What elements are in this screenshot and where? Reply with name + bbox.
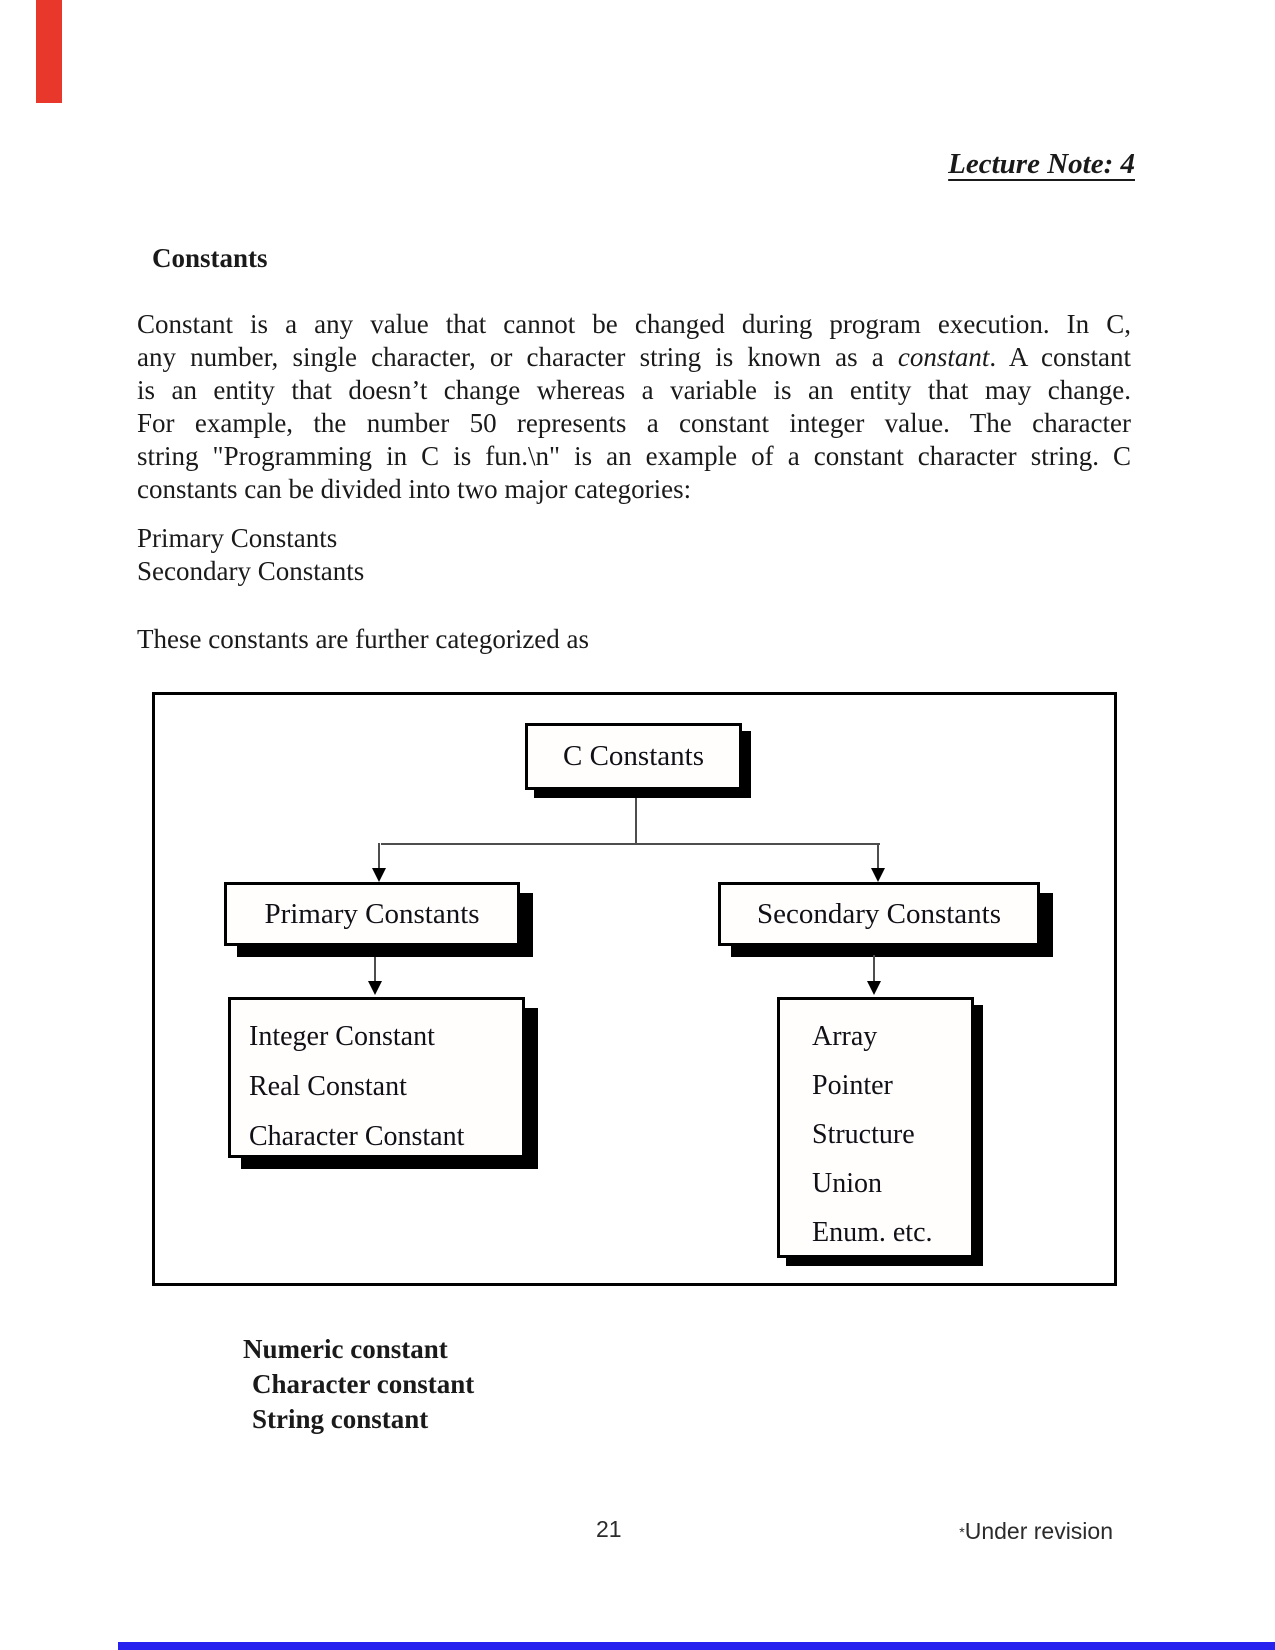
blue-bottom-bar (118, 1642, 1275, 1650)
page-number: 21 (596, 1516, 622, 1542)
connector-secondary-stem (873, 955, 875, 983)
category-list (137, 522, 364, 588)
connector-left-drop (378, 843, 380, 870)
diagram-item: Real Constant (249, 1071, 407, 1102)
diagram-box-secondary-constants: Secondary Constants (718, 882, 1040, 946)
paragraph-line: constants can be divided into two major categories: (137, 474, 692, 504)
diagram-intro-text: These constants are further categorized as (137, 624, 590, 654)
paragraph-line: For example, the number 50 represents a constant integer value. The character (137, 408, 1131, 438)
paragraph-italic-word: constant (897, 342, 990, 372)
paragraph-line: is an entity that doesn’t change whereas a variable is an entity that may change. (137, 375, 1131, 405)
footnote-text: Under revision (964, 1518, 1113, 1544)
arrow-down-icon (368, 981, 382, 995)
arrow-down-icon (372, 868, 386, 882)
connector-root-stem (635, 798, 637, 844)
note-item: String constant (252, 1404, 429, 1434)
diagram-item: Structure (812, 1119, 915, 1150)
note-item: Character constant (252, 1369, 475, 1399)
arrow-down-icon (867, 981, 881, 995)
diagram-box-primary-constants: Primary Constants (224, 882, 520, 946)
lecture-note-title: Lecture Note: 4 (948, 148, 1135, 180)
diagram-item: Pointer (812, 1070, 893, 1101)
body-paragraph (137, 308, 1131, 506)
note-item: Numeric constant (243, 1334, 448, 1364)
diagram-item: Integer Constant (249, 1021, 435, 1052)
paragraph-line: string "Programming in C is fun.\n" is an example of a constant character string. C (137, 441, 1131, 471)
diagram-box-c-constants: C Constants (525, 723, 742, 790)
footnote (959, 1518, 1113, 1545)
red-marker-bar (36, 0, 62, 103)
paragraph-line (137, 341, 1131, 374)
connector-horizontal (381, 843, 880, 845)
diagram-item: Union (812, 1168, 882, 1199)
connector-primary-stem (374, 957, 376, 983)
category-item: Secondary Constants (137, 556, 365, 586)
connector-right-drop (877, 843, 879, 870)
diagram-item: Array (812, 1021, 878, 1052)
diagram-box-primary-types (228, 997, 525, 1158)
paragraph-text: any number, single character, or character string is known as a (137, 342, 898, 372)
paragraph-text: . A constant (989, 342, 1132, 372)
category-item: Primary Constants (137, 523, 338, 553)
diagram-box-secondary-types (777, 997, 974, 1258)
diagram-item: Enum. etc. (812, 1217, 933, 1248)
paragraph-line: Constant is a any value that cannot be changed during program execution. In C, (137, 309, 1131, 339)
arrow-down-icon (871, 868, 885, 882)
constants-diagram (152, 692, 1117, 1286)
section-heading: Constants (152, 243, 268, 273)
footnote-asterisk-icon: * (959, 1524, 965, 1540)
diagram-item: Character Constant (249, 1121, 465, 1152)
constant-notes-list (243, 1332, 474, 1437)
